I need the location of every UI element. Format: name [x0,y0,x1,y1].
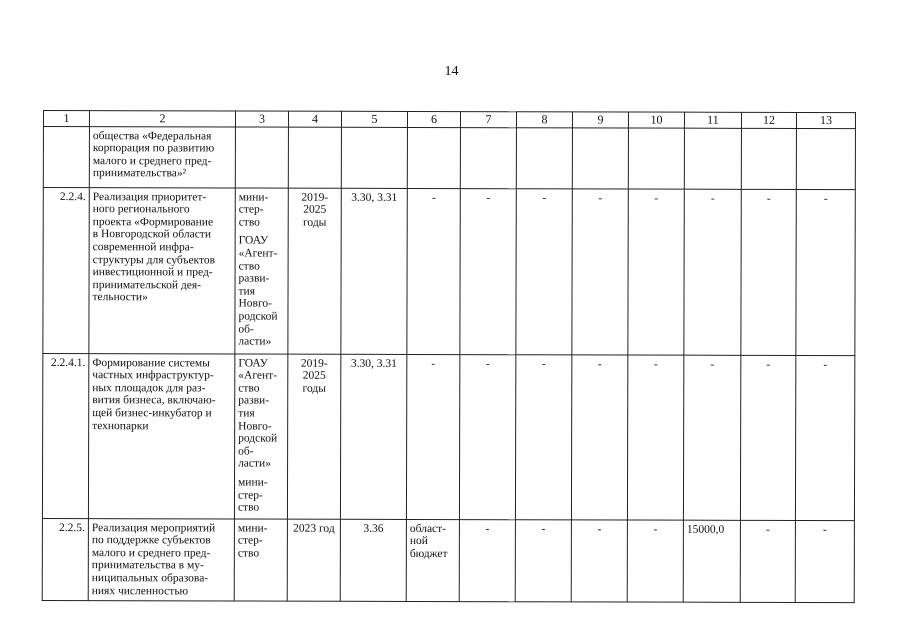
measure-name: Формирование системы частных инфраструктур- ных площадок для раз- вития бизнеса, включаю- щей бизнес-инкубатор и технопарки [88,353,234,518]
period [288,127,341,188]
funding-value: - [684,189,741,355]
target-indicators: 3.30, 3.31 [340,354,406,519]
column-number: 5 [341,111,407,127]
column-number: 10 [628,112,684,128]
executor: ГОАУ «Агент- ство разви- тия Новго- родской об- ласти» [238,357,278,470]
item-number: 2.2.5. [42,518,88,601]
executor: ГОАУ «Агент- ство разви- тия Новго- родской об- ласти» [238,234,278,348]
table-row-2-2-4 [43,187,855,355]
funding-value: - [683,355,740,520]
column-number: 11 [684,112,741,128]
measure-name: Реализация приоритет- ного регионального проекта «Формирование в Новгородской области современной инфра- структуры для субъектов инвестиционной и пред- принимательской дея- тельности» [89,187,235,353]
funding-value: 15000,0 [683,520,740,603]
measure-name: Реализация мероприятий по поддержке субъектов малого и среднего пред- принимательства в му- ниципальных образова- ниях численностью [88,518,234,601]
executor-cell [235,188,288,354]
target-indicators: 3.36 [340,519,406,602]
executor: мини- стер- ство [237,522,268,560]
table-row-continuation [43,126,855,189]
funding-value: - [628,189,684,355]
funding-value: - [796,189,855,355]
item-number [43,126,89,187]
funding-value: - [795,355,854,520]
funding-value [460,127,516,188]
funding-value: - [459,354,515,519]
executor-cell [234,354,287,519]
funding-value: - [515,354,571,519]
period: 2023 год [287,519,340,602]
funding-value [516,127,572,188]
funding-value: - [627,520,683,603]
executor-cell [235,127,288,188]
funding-value: - [459,519,515,602]
column-number: 8 [516,112,572,128]
funding-value: - [627,355,683,520]
funding-source: - [406,354,459,519]
funding-value: - [741,189,796,355]
column-number: 7 [460,112,516,128]
funding-value: - [572,188,628,354]
funding-value: - [571,519,627,602]
funding-value [741,128,796,189]
column-number: 3 [235,111,288,127]
measure-name: общества «Федеральная корпорация по развитию малого и среднего пред- принимательства»² [89,126,235,187]
table-row-2-2-4-1 [42,353,854,520]
column-number: 13 [796,112,855,128]
page-number: 14 [444,64,459,79]
funding-source [407,127,460,188]
executor-cell [234,519,287,602]
period: 2019- 2025 годы [287,354,340,519]
funding-value: - [460,188,516,354]
column-number: 4 [288,111,341,127]
funding-value: - [740,520,795,603]
column-number: 6 [407,111,460,127]
item-number: 2.2.4.1. [42,353,88,518]
funding-source: област- ной бюджет [406,519,459,602]
column-number: 2 [89,111,235,127]
funding-value: - [740,355,795,520]
program-measures-table [42,110,856,603]
funding-value: - [515,519,571,602]
executor: мини- стер- ство [237,476,268,514]
funding-value [684,128,741,189]
column-number: 1 [43,111,89,127]
funding-value [628,128,684,189]
funding-source: - [407,188,460,354]
period: 2019- 2025 годы [288,188,341,354]
funding-value [572,127,628,188]
column-number: 12 [741,112,796,128]
target-indicators: 3.30, 3.31 [341,188,407,354]
funding-value: - [795,520,854,603]
target-indicators [341,127,407,188]
funding-value [796,128,855,189]
item-number: 2.2.4. [43,187,89,353]
table-row-2-2-5 [42,518,854,603]
column-number: 9 [572,112,628,128]
funding-value: - [516,188,572,354]
executor: мини- стер- ство [238,191,269,229]
funding-value: - [571,354,627,519]
